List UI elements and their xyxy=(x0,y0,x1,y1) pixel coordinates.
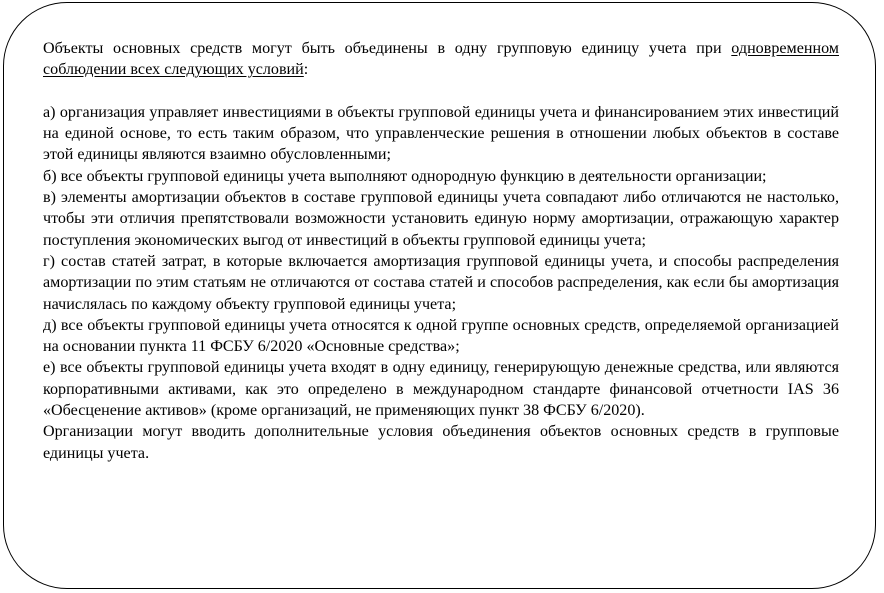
closing-paragraph: Организации могут вводить дополнительные условия объединения объектов основных средств в групповые единицы учета. xyxy=(43,423,839,462)
document-text xyxy=(43,38,839,464)
intro-paragraph xyxy=(43,38,839,81)
condition-e: е) все объекты групповой единицы учета входят в одну единицу, генерирующую денежные средства, или являются корпоративными активами, как это определено в международном стандарте финансовой отчетности IAS 36 «Обесценение активов» (кроме организаций, не применяющих пункт 38 ФСБУ 6/2020). xyxy=(43,359,839,420)
condition-g: г) состав статей затрат, в которые включается амортизация групповой единицы учета, и способы распределения амортизации по этим статьям не отличаются от состава статей и способов распределения, как если бы амортизация начислялась по каждому объекту групповой единицы учета; xyxy=(43,252,839,313)
condition-b: б) все объекты групповой единицы учета выполняют однородную функцию в деятельности организации; xyxy=(43,167,767,185)
intro-text: Объекты основных средств могут быть объединены в одну групповую единицу учета при xyxy=(43,40,732,57)
condition-d: д) все объекты групповой единицы учета относятся к одной группе основных средств, определяемой организацией на основании пункта 11 ФСБУ 6/2020 «Основные средства»; xyxy=(43,316,839,356)
condition-v: в) элементы амортизации объектов в составе групповой единицы учета совпадают либо отличаются не настолько, чтобы эти отличия препятствовали возможности установить единую норму амортизации, отражающую характер поступления экономических выгод от инвестиций в объекты групповой единицы учета; xyxy=(43,189,839,249)
condition-a: а) организация управляет инвестициями в объекты групповой единицы учета и финансированием этих инвестиций на единой основе, то есть таким образом, что управленческие решения в отношении любых объектов в составе этой единицы являются взаимно обусловленными; xyxy=(43,103,839,164)
intro-suffix: : xyxy=(303,61,309,79)
intro-underlined-text: одновременном соблюдении всех следующих условий xyxy=(43,40,839,79)
